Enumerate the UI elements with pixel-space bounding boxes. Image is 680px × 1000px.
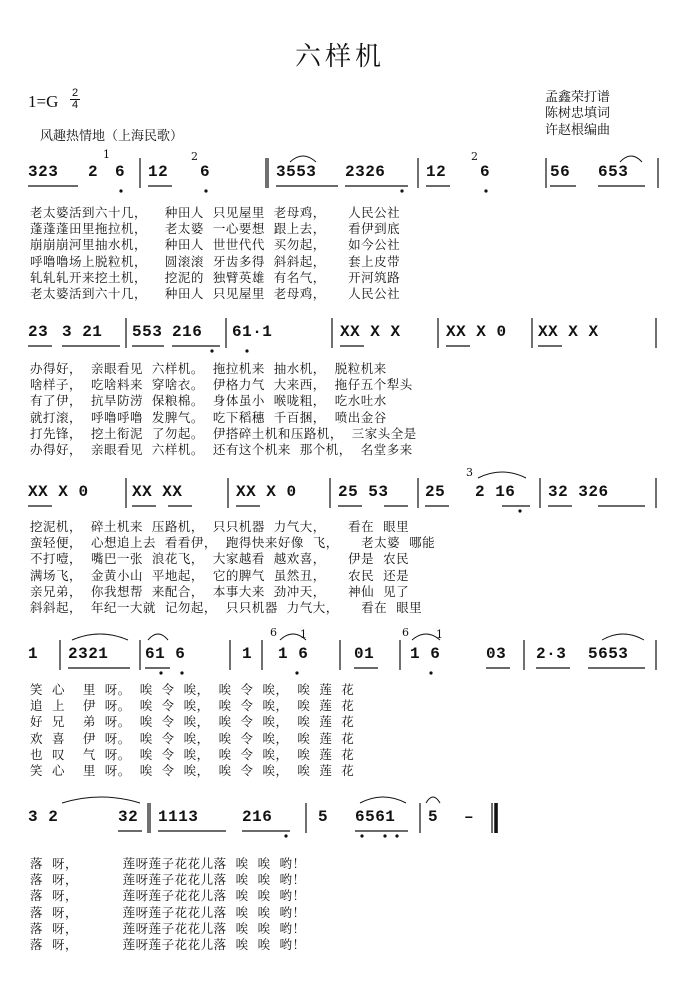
lyric-block <box>30 856 306 953</box>
lyric-verse-2: 啥样子， 吃啥料来 穿啥衣。 伊格力气 大来西， 拖仔五个犁头 <box>30 377 413 393</box>
note-group: 6 <box>115 163 126 181</box>
lyric-verse-1: 挖泥机， 碎土机来 压路机， 只只机器 力气大， 看在 眼里 <box>30 519 410 534</box>
note-group: 3 21 <box>62 323 103 341</box>
lyric-verse-5: 也 叹 气 呀。 唉 令 唉， 唉 令 唉， 唉 莲 花 <box>30 746 355 762</box>
grace-note: 1 <box>103 148 110 161</box>
lyric-verse-6: 落 呀， 莲呀莲子花花儿落 唉 唉 哟！ <box>30 937 306 953</box>
lyric-verse-6: 老太婆活到六十几， 种田人 只见屋里 老母鸡， 人民公社 <box>30 286 401 302</box>
note-group: 2326 <box>345 163 386 181</box>
time-signature-top: 2 <box>71 87 79 99</box>
note-group: XX X 0 <box>28 483 89 501</box>
octave-dot <box>518 509 521 512</box>
grace-note: 2 <box>191 150 198 163</box>
lyric-verse-3: 有了伊， 抗旱防涝 保粮棉。 身体虽小 喉咙粗， 吃水吐水 <box>30 393 387 409</box>
credit-transcriber: 孟鑫荣打谱 <box>545 90 611 105</box>
grace-note: 6 <box>270 626 277 639</box>
credit-arranger: 许赵根编曲 <box>545 123 611 138</box>
note-group: 5 <box>318 808 329 826</box>
octave-dot <box>245 349 248 352</box>
octave-dot <box>429 671 432 674</box>
note-group: 01 <box>354 645 375 663</box>
lyric-verse-4: 欢 喜 伊 呀。 唉 令 唉， 唉 令 唉， 唉 莲 花 <box>30 730 355 746</box>
lyric-verse-4: 就打滚， 呼噜呼噜 发脾气。 吃下稻穗 千百捆， 喷出金谷 <box>30 409 387 425</box>
octave-dot <box>204 189 207 192</box>
grace-note: 3 <box>466 466 473 479</box>
note-group: 61·1 <box>232 323 273 341</box>
note-group: 216 <box>172 323 203 341</box>
lyric-verse-4: 呼噜噜场上脱粒机， 圆滚滚 牙齿多得 斜斜起， 套上皮带 <box>30 253 401 269</box>
lyric-verse-5: 轧轧轧开来挖土机， 挖泥的 独臂英雄 有名气， 开河筑路 <box>30 269 401 285</box>
lyric-verse-6: 斜斜起， 年纪一大就 记勿起， 只只机器 力气大， 看在 眼里 <box>30 600 423 616</box>
note-group: 1 6 <box>278 645 309 663</box>
slur-arc <box>426 797 440 803</box>
note-group: 25 53 <box>338 483 389 501</box>
credit-lyricist: 陈树忠填词 <box>545 106 611 121</box>
octave-dot <box>284 834 287 837</box>
slur-arc <box>72 634 128 640</box>
slur-arc <box>360 797 406 803</box>
lyric-verse-2: 追 上 伊 呀。 唉 令 唉， 唉 令 唉， 唉 莲 花 <box>30 698 355 714</box>
note-group: 25 <box>425 483 446 501</box>
note-group: XX X X <box>340 323 401 341</box>
grace-note: 6 <box>402 626 409 639</box>
lyric-verse-5: 亲兄弟， 你我想帮 来配合， 本事大来 劲冲天， 神仙 见了 <box>30 583 410 599</box>
note-group: 1 <box>242 645 253 663</box>
lyric-verse-5: 打先锋， 挖土衔泥 了勿起。 伊搭碎土机和压路机， 三家头全是 <box>30 425 417 441</box>
lyric-verse-3: 好 兄 弟 呀。 唉 令 唉， 唉 令 唉， 唉 莲 花 <box>30 714 355 730</box>
lyric-verse-6: 笑 心 里 呀。 唉 令 唉， 唉 令 唉， 唉 莲 花 <box>30 763 355 779</box>
lyric-verse-4: 满场飞， 金黄小山 平地起， 它的脾气 虽然丑， 农民 还是 <box>30 567 410 583</box>
note-group: 216 <box>242 808 273 826</box>
note-group: 2 <box>88 163 99 181</box>
lyric-verse-5: 落 呀， 莲呀莲子花花儿落 唉 唉 哟！ <box>30 920 306 936</box>
lyric-block <box>30 519 435 616</box>
lyric-verse-1: 老太婆活到六十几， 种田人 只见屋里 老母鸡， 人民公社 <box>30 205 401 220</box>
note-group: 23 <box>28 323 49 341</box>
octave-dot <box>360 834 363 837</box>
note-group: – <box>464 808 475 826</box>
octave-dot <box>180 671 183 674</box>
lyric-verse-1: 笑 心 里 呀。 唉 令 唉， 唉 令 唉， 唉 莲 花 <box>30 682 355 697</box>
key-signature: 1=G <box>28 92 59 111</box>
octave-dot <box>484 189 487 192</box>
lyric-verse-2: 落 呀， 莲呀莲子花花儿落 唉 唉 哟！ <box>30 872 306 888</box>
note-group: 12 <box>148 163 169 181</box>
slur-arc <box>478 472 526 478</box>
time-signature-bottom: 4 <box>71 99 79 111</box>
note-group: 3553 <box>276 163 317 181</box>
lyric-block <box>30 682 354 779</box>
note-group: 2321 <box>68 645 109 663</box>
note-group: 32 <box>118 808 139 826</box>
note-group: 6 <box>480 163 491 181</box>
lyric-block <box>30 361 417 458</box>
grace-note: 1 <box>300 628 307 641</box>
note-group: 32 326 <box>548 483 609 501</box>
lyric-verse-2: 蛮轻便， 心想追上去 看看伊， 跑得快来好像 飞， 老太婆 哪能 <box>30 535 436 551</box>
lyric-verse-3: 不打噎， 嘴巴一张 浪花飞， 大家越看 越欢喜， 伊是 农民 <box>30 551 410 567</box>
note-group: 323 <box>28 163 59 181</box>
note-group: 2 16 <box>475 483 516 501</box>
note-group: 5 <box>428 808 439 826</box>
lyric-block <box>30 205 400 302</box>
lyric-verse-1: 办得好， 亲眼看见 六样机。 拖拉机来 抽水机， 脱粒机来 <box>30 361 387 376</box>
note-group: 03 <box>486 645 507 663</box>
note-group: XX XX <box>132 483 183 501</box>
note-group: 2·3 <box>536 645 567 663</box>
grace-note: 1 <box>436 628 443 641</box>
grace-note: 2 <box>471 150 478 163</box>
note-group: 6561 <box>355 808 396 826</box>
slur-arc <box>620 156 642 162</box>
lyric-verse-4: 落 呀， 莲呀莲子花花儿落 唉 唉 哟！ <box>30 904 306 920</box>
lyric-verse-3: 崩崩崩河里抽水机， 种田人 世世代代 买勿起， 如今公社 <box>30 237 401 253</box>
slur-arc <box>62 797 140 803</box>
note-group: 1113 <box>158 808 199 826</box>
octave-dot <box>383 834 386 837</box>
page-title: 六样机 <box>294 42 385 72</box>
note-group: 56 <box>550 163 571 181</box>
note-group: XX X X <box>538 323 599 341</box>
note-group: 6 <box>200 163 211 181</box>
octave-dot <box>159 671 162 674</box>
note-group: 5653 <box>588 645 629 663</box>
octave-dot <box>400 189 403 192</box>
lyric-verse-6: 办得好， 亲眼看见 六样机。 还有这个机来 那个机， 名堂多来 <box>30 442 413 458</box>
note-group: 1 <box>28 645 39 663</box>
lyric-verse-2: 蓬蓬蓬田里拖拉机， 老太婆 一心要想 跟上去， 看伊到底 <box>30 221 401 237</box>
octave-dot <box>295 671 298 674</box>
note-group: 553 <box>132 323 163 341</box>
octave-dot <box>395 834 398 837</box>
slur-arc <box>290 156 316 162</box>
note-group: 3 2 <box>28 808 59 826</box>
lyric-verse-1: 落 呀， 莲呀莲子花花儿落 唉 唉 哟！ <box>30 856 306 871</box>
note-group: 653 <box>598 163 629 181</box>
octave-dot <box>210 349 213 352</box>
note-group: XX X 0 <box>236 483 297 501</box>
octave-dot <box>119 189 122 192</box>
slur-arc <box>148 634 168 640</box>
lyric-verse-3: 落 呀， 莲呀莲子花花儿落 唉 唉 哟！ <box>30 888 306 904</box>
note-group: 1 6 <box>410 645 441 663</box>
note-group: 12 <box>426 163 447 181</box>
tempo-style-marking: 风趣热情地（上海民歌） <box>40 129 184 144</box>
note-group: XX X 0 <box>446 323 507 341</box>
slur-arc <box>602 634 644 640</box>
note-group: 61 6 <box>145 645 186 663</box>
